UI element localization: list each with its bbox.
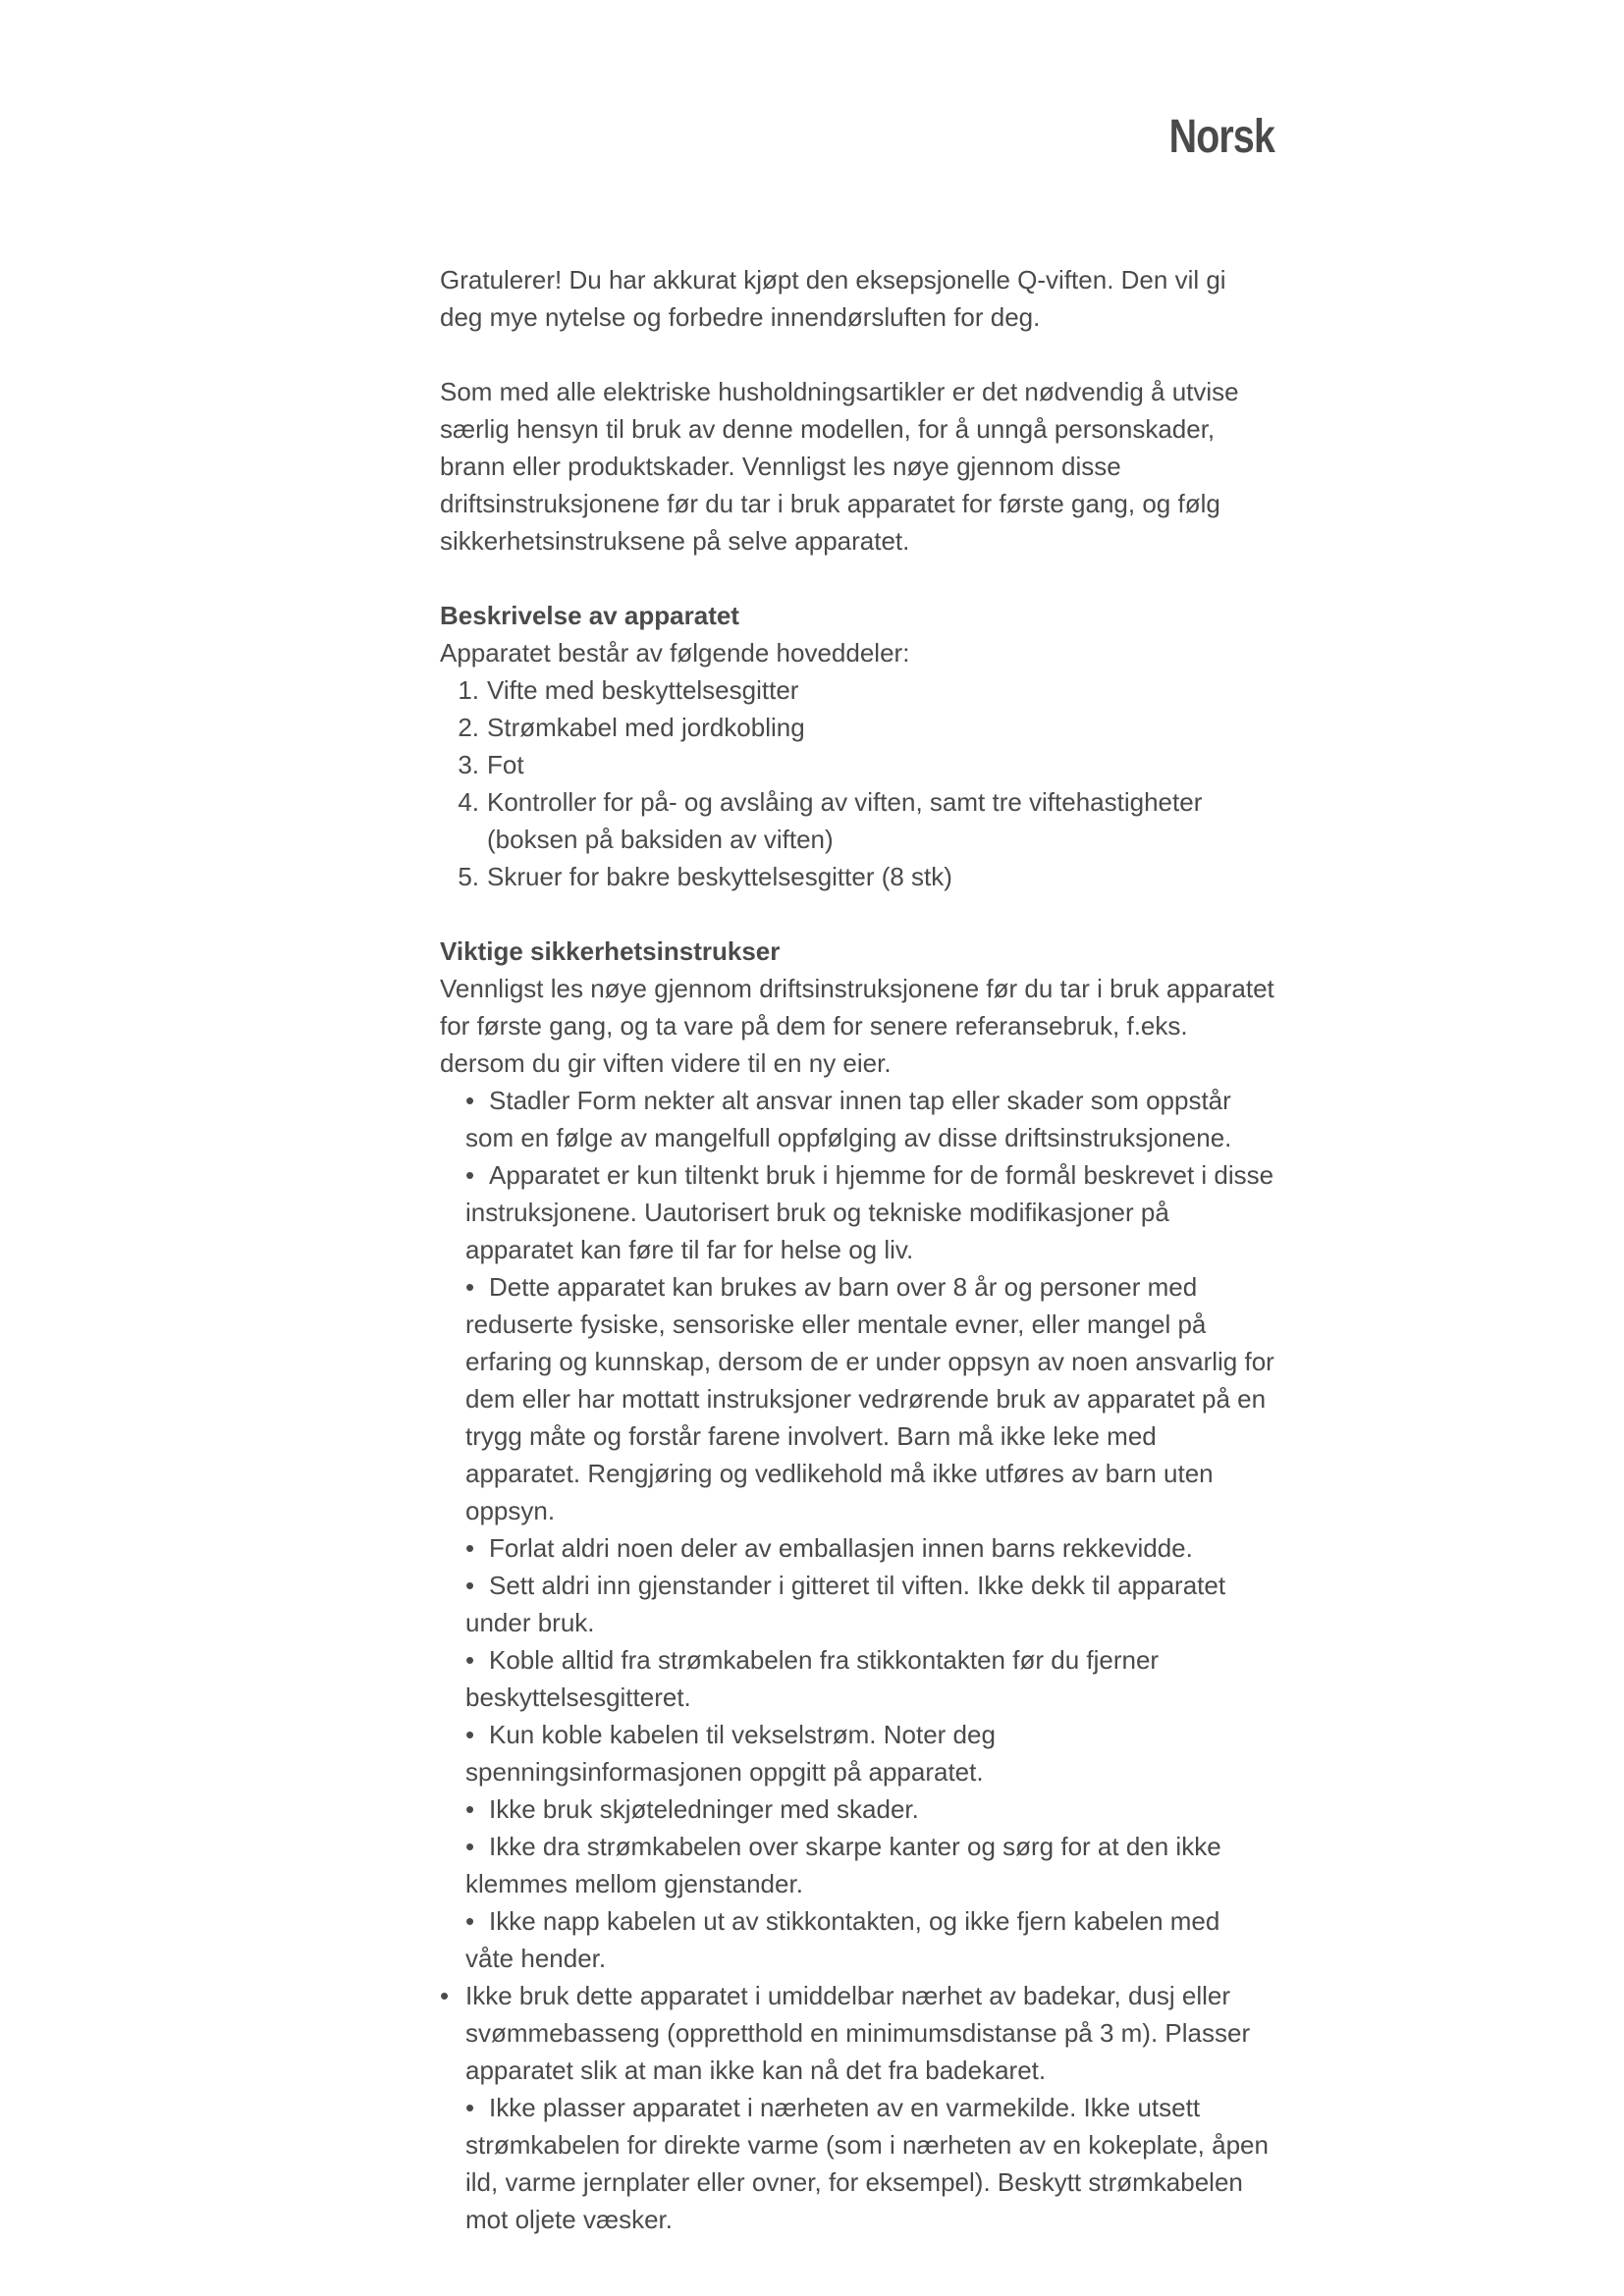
safety-item-text: Forlat aldri noen deler av emballasjen innen barns rekkevidde. [489, 1533, 1193, 1563]
safety-item-text: Kun koble kabelen til vekselstrøm. Noter deg spenningsinformasjonen oppgitt på apparatet. [465, 1720, 996, 1787]
part-label: Kontroller for på- og avslåing av viften, samt tre viftehastigheter (boksen på baksiden av viften) [487, 787, 1203, 854]
intro-paragraph: Som med alle elektriske husholdningsartikler er det nødvendig å utvise særlig hensyn til bruk av denne modellen, for å unngå personskader, brann eller produktskader. Vennligst les nøye gjennom disse driftsinstruksjonene før du tar i bruk apparatet for første gang, og følg sikkerhetsinstruksene på selve apparatet. [440, 377, 1239, 556]
bullet-icon: • [465, 1571, 475, 1600]
safety-item [440, 1828, 1274, 1902]
bullet-icon: • [465, 1533, 475, 1563]
bullet-icon: • [465, 1086, 475, 1115]
bullet-icon: • [465, 1794, 475, 1824]
bullet-icon: • [465, 1832, 475, 1861]
safety-item-text: Ikke plasser apparatet i nærheten av en varmekilde. Ikke utsett strømkabelen for direkte varme (som i nærheten av en kokeplate, åpen ild, varme jernplater eller ovner, for eksempel). Beskytt strømkabelen mot oljete væsker. [465, 2093, 1269, 2234]
safety-item-text: Ikke dra strømkabelen over skarpe kanter og sørg for at den ikke klemmes mellom gjenstander. [465, 1832, 1221, 1898]
part-number: 2. [458, 713, 479, 742]
safety-item [440, 1567, 1274, 1641]
part-number: 4. [458, 787, 479, 817]
part-label: Fot [487, 750, 524, 779]
part-number: 3. [458, 750, 479, 779]
part-list-item [440, 709, 1274, 746]
safety-item [440, 1716, 1274, 1790]
part-list-item [440, 858, 1274, 895]
bullet-icon: • [465, 2093, 475, 2122]
safety-item-text: Stadler Form nekter alt ansvar innen tap eller skader som oppstår som en følge av mangelfull oppfølging av disse driftsinstruksjonene. [465, 1086, 1232, 1152]
safety-lead: Vennligst les nøye gjennom driftsinstruksjonene før du tar i bruk apparatet for første gang, og ta vare på dem for senere referansebruk, f.eks. dersom du gir viften videre til en ny eier. [440, 974, 1274, 1078]
document-body [440, 261, 1274, 2238]
bullet-icon: • [465, 1160, 475, 1190]
safety-item-text: Sett aldri inn gjenstander i gitteret til viften. Ikke dekk til apparatet under bruk. [465, 1571, 1226, 1637]
bullet-icon: • [465, 1645, 475, 1675]
safety-item [440, 1082, 1274, 1156]
safety-item [440, 1641, 1274, 1716]
safety-item-text: Apparatet er kun tiltenkt bruk i hjemme for de formål beskrevet i disse instruksjonene. Uautorisert bruk og tekniske modifikasjoner på apparatet kan føre til far for helse og liv. [465, 1160, 1274, 1264]
bullet-icon: • [440, 1981, 450, 2010]
language-title: Norsk [1168, 111, 1274, 163]
safety-item-text: Ikke bruk skjøteledninger med skader. [489, 1794, 919, 1824]
part-label: Vifte med beskyttelsesgitter [487, 675, 799, 705]
part-label: Strømkabel med jordkobling [487, 713, 805, 742]
safety-item [440, 1902, 1274, 1977]
safety-heading: Viktige sikkerhetsinstrukser [440, 936, 781, 966]
part-number: 5. [458, 862, 479, 891]
bullet-icon: • [465, 1720, 475, 1749]
part-label: Skruer for bakre beskyttelsesgitter (8 stk) [487, 862, 952, 891]
safety-item-text: Dette apparatet kan brukes av barn over 8 år og personer med reduserte fysiske, sensoriske eller mentale evner, eller mangel på erfaring og kunnskap, dersom de er under oppsyn av noen ansvarlig for dem eller har mottatt instruksjoner vedrørende bruk av apparatet på en trygg måte og forstår farene involvert. Barn må ikke leke med apparatet. Rengjøring og vedlikehold må ikke utføres av barn uten oppsyn. [465, 1272, 1274, 1525]
safety-item-text: Ikke napp kabelen ut av stikkontakten, og ikke fjern kabelen med våte hender. [465, 1906, 1220, 1973]
safety-item [440, 2089, 1274, 2238]
part-list-item [440, 746, 1274, 783]
safety-item [440, 1977, 1274, 2089]
safety-item [440, 1790, 1274, 1828]
part-list-item [440, 783, 1274, 858]
safety-item [440, 1156, 1274, 1268]
safety-item-text: Koble alltid fra strømkabelen fra stikkontakten før du fjerner beskyttelsesgitteret. [465, 1645, 1160, 1712]
safety-item [440, 1268, 1274, 1529]
bullet-icon: • [465, 1272, 475, 1302]
intro-paragraph: Gratulerer! Du har akkurat kjøpt den eksepsjonelle Q-viften. Den vil gi deg mye nytelse og forbedre innendørsluften for deg. [440, 265, 1226, 332]
part-number: 1. [458, 675, 479, 705]
description-lead: Apparatet består av følgende hoveddeler: [440, 638, 910, 667]
description-heading: Beskrivelse av apparatet [440, 601, 739, 630]
safety-item [440, 1529, 1274, 1567]
bullet-icon: • [465, 1906, 475, 1936]
safety-item-text: Ikke bruk dette apparatet i umiddelbar nærhet av badekar, dusj eller svømmebasseng (oppretthold en minimumsdistanse på 3 m). Plasser apparatet slik at man ikke kan nå det fra badekaret. [465, 1981, 1251, 2085]
part-list-item [440, 671, 1274, 709]
